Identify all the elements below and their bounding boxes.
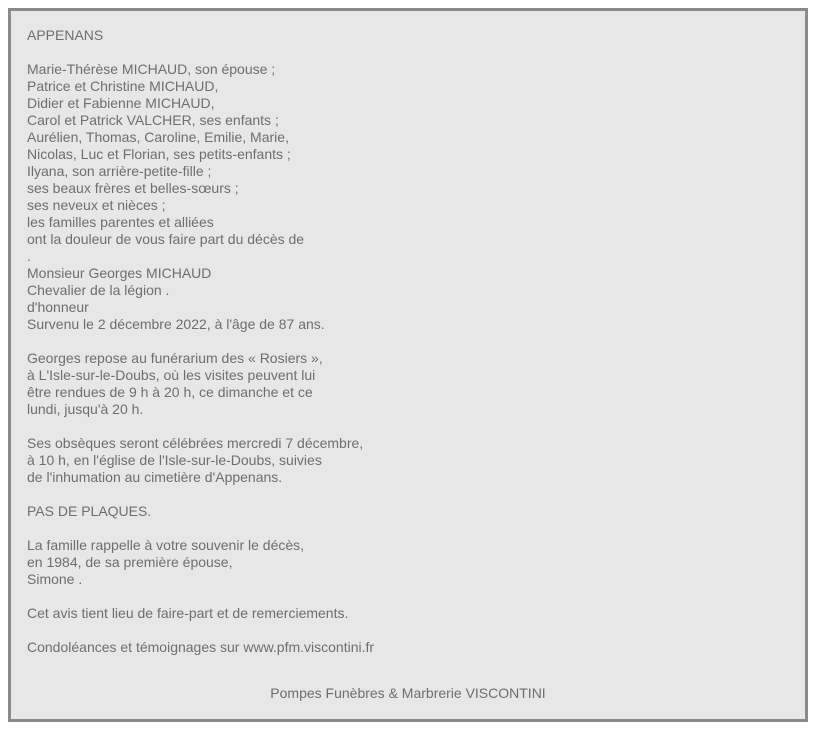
notice-line: Carol et Patrick VALCHER, ses enfants ;	[27, 112, 279, 128]
notice-line: Simone .	[27, 571, 83, 587]
notice-line: de l'inhumation au cimetière d'Appenans.	[27, 469, 283, 485]
notice-line: Survenu le 2 décembre 2022, à l'âge de 87 ans.	[27, 316, 325, 332]
notice-line: La famille rappelle à votre souvenir le décès,	[27, 537, 305, 553]
condolences-line: Condoléances et témoignages sur www.pfm.viscontini.fr	[27, 639, 375, 655]
notice-line: ses beaux frères et belles-sœurs ;	[27, 180, 239, 196]
notice-line: à L'Isle-sur-le-Doubs, où les visites peuvent lui	[27, 367, 316, 383]
notice-line: en 1984, de sa première épouse,	[27, 554, 233, 570]
blank-line	[27, 622, 787, 639]
notice-line: .	[27, 248, 31, 264]
notice-location: APPENANS	[27, 27, 104, 43]
notice-line: Chevalier de la légion .	[27, 282, 170, 298]
notice-line: Marie-Thérèse MICHAUD, son épouse ;	[27, 61, 276, 77]
notice-line: lundi, jusqu'à 20 h.	[27, 401, 144, 417]
notice-line: Aurélien, Thomas, Caroline, Emilie, Marie,	[27, 129, 289, 145]
obituary-notice	[8, 8, 808, 722]
notice-line: être rendues de 9 h à 20 h, ce dimanche et ce	[27, 384, 313, 400]
blank-line	[27, 486, 787, 503]
blank-line	[27, 418, 787, 435]
notice-line: Ses obsèques seront célébrées mercredi 7 décembre,	[27, 435, 364, 451]
notice-line: Ilyana, son arrière-petite-fille ;	[27, 163, 212, 179]
notice-line: à 10 h, en l'église de l'Isle-sur-le-Doubs, suivies	[27, 452, 322, 468]
notice-line: d'honneur	[27, 299, 89, 315]
notice-line: Didier et Fabienne MICHAUD,	[27, 95, 215, 111]
blank-line	[27, 520, 787, 537]
notice-line: les familles parentes et alliées	[27, 214, 214, 230]
notice-line: ses neveux et nièces ;	[27, 197, 166, 213]
notice-line: Nicolas, Luc et Florian, ses petits-enfants ;	[27, 146, 291, 162]
blank-line	[27, 333, 787, 350]
notice-line: ont la douleur de vous faire part du décès de	[27, 231, 305, 247]
blank-line	[27, 44, 787, 61]
funeral-home-signature: Pompes Funèbres & Marbrerie VISCONTINI	[270, 685, 546, 701]
deceased-name: Monsieur Georges MICHAUD	[27, 265, 212, 281]
notice-line: Georges repose au funérarium des « Rosiers »,	[27, 350, 323, 366]
blank-line	[27, 588, 787, 605]
notice-body	[27, 27, 787, 656]
notice-line: Cet avis tient lieu de faire-part et de remerciements.	[27, 605, 349, 621]
notice-line: PAS DE PLAQUES.	[27, 503, 152, 519]
notice-line: Patrice et Christine MICHAUD,	[27, 78, 219, 94]
